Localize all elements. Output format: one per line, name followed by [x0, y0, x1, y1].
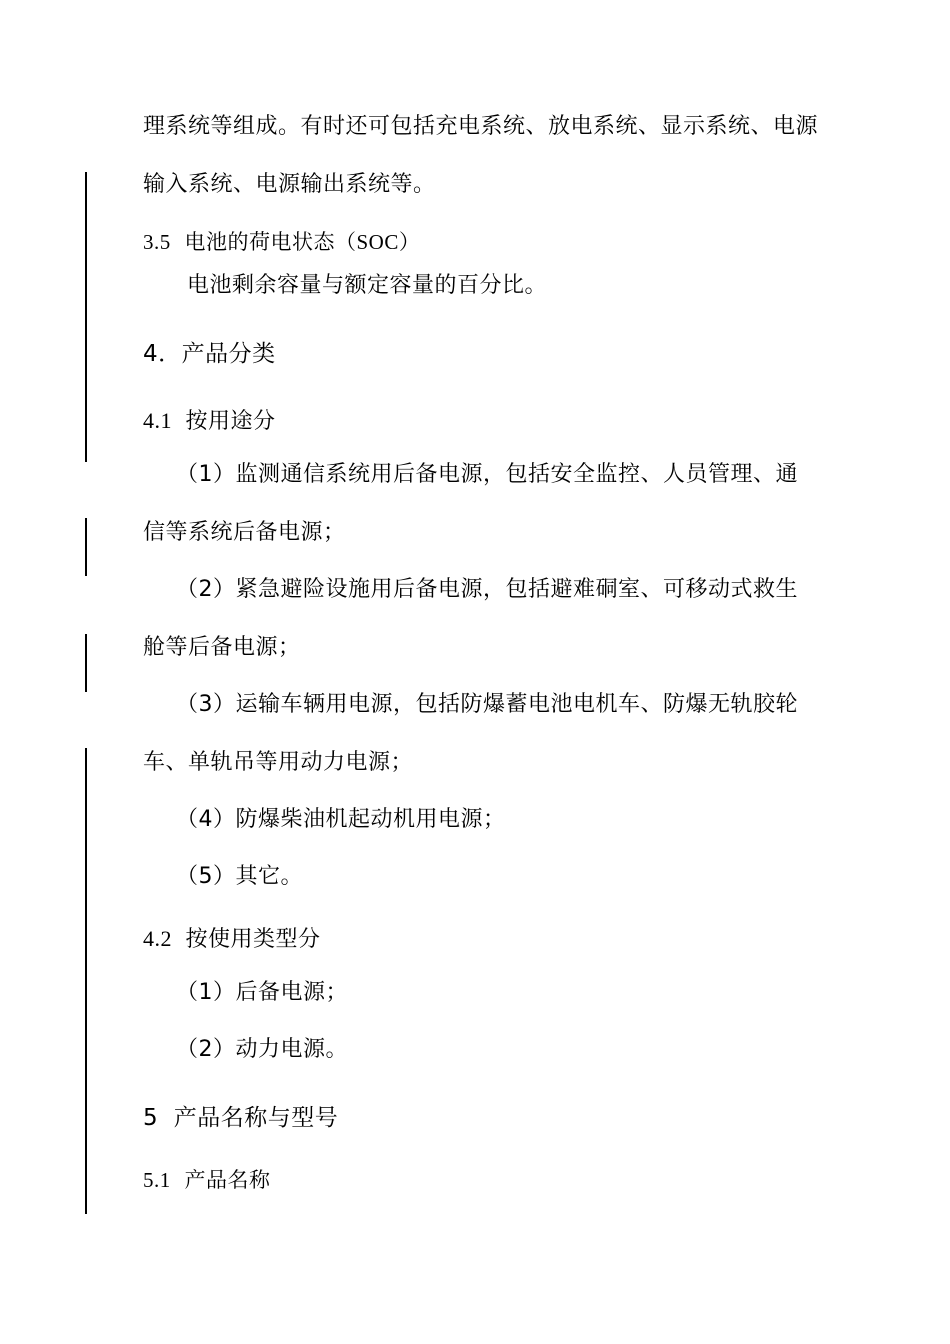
section-3-5-heading: [143, 227, 420, 257]
section-number: 4.2: [143, 926, 172, 951]
list-item: （2）动力电源。: [176, 1037, 348, 1062]
revision-bar: [85, 172, 87, 462]
paragraph-line: 理系统等组成。有时还可包括充电系统、放电系统、显示系统、电源: [143, 114, 819, 139]
revision-bar: [85, 518, 87, 576]
section-5-heading: 5 产品名称与型号: [143, 1105, 339, 1131]
list-item: （5）其它。: [176, 864, 303, 889]
section-number: 4.1: [143, 408, 172, 433]
section-title: 产品名称: [184, 1168, 271, 1192]
list-item: 舱等后备电源；: [143, 635, 301, 660]
list-item: 信等系统后备电源；: [143, 520, 346, 545]
list-item: （2）紧急避险设施用后备电源，包括避难硐室、可移动式救生: [176, 577, 798, 602]
list-item: 车、单轨吊等用动力电源；: [143, 750, 414, 775]
section-title: 按使用类型分: [185, 927, 321, 952]
revision-bar: [85, 634, 87, 692]
section-title: 电池的荷电状态（SOC）: [184, 230, 421, 254]
section-5-1-heading: [143, 1165, 271, 1195]
section-number: 5.1: [143, 1168, 171, 1192]
revision-bar: [85, 748, 87, 1214]
paragraph-line: 输入系统、电源输出系统等。: [143, 172, 436, 197]
definition-text: 电池剩余容量与额定容量的百分比。: [187, 273, 548, 298]
list-item: （4）防爆柴油机起动机用电源；: [176, 807, 506, 832]
list-item: （1）后备电源；: [176, 980, 348, 1005]
section-4-heading: 4．产品分类: [143, 341, 276, 367]
section-title: 按用途分: [185, 409, 276, 434]
section-4-1-heading: [143, 406, 276, 437]
list-item: （1）监测通信系统用后备电源，包括安全监控、人员管理、通: [176, 462, 798, 487]
section-4-2-heading: [143, 924, 321, 955]
list-item: （3）运输车辆用电源，包括防爆蓄电池电机车、防爆无轨胶轮: [176, 692, 798, 717]
section-number: 3.5: [143, 230, 171, 254]
